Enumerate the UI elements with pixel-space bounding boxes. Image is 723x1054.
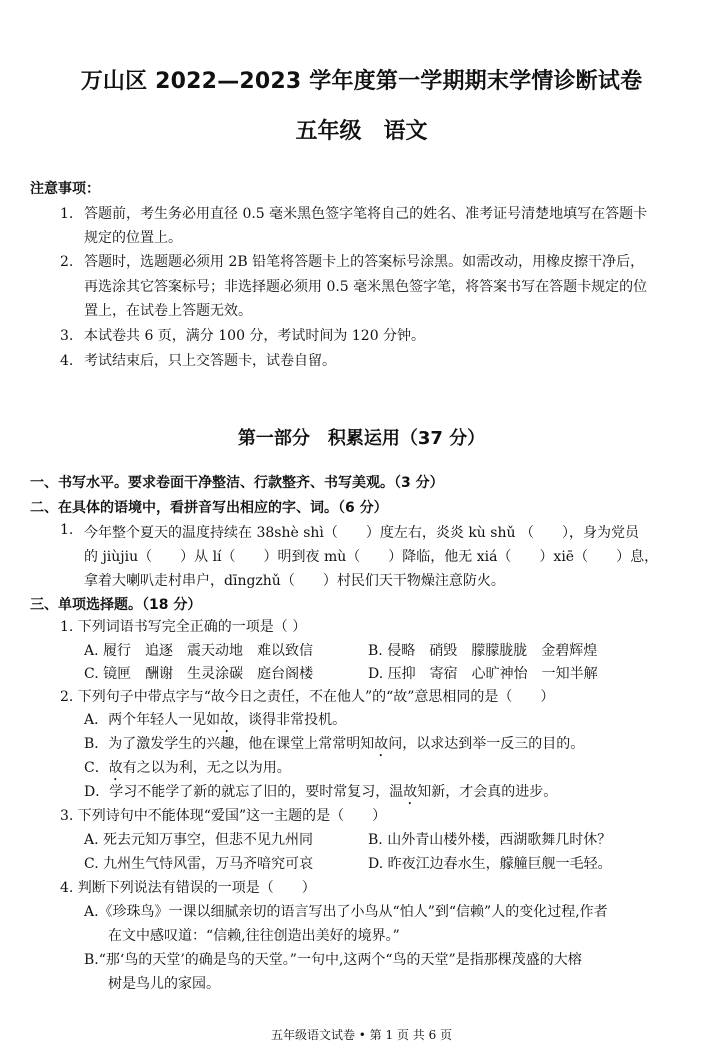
section-two-q1-num: 1.	[60, 522, 74, 538]
s3-q4-stem: 4. 判断下列说法有错误的一项是（ ）	[60, 880, 316, 896]
section-two-q1-line-2: 的 jiùjiu（ ）从 lí（ ）明到夜 mù（ ）降临，他无 xiá（ ）xiē（ ）息，	[84, 549, 659, 565]
s3-q1-option-c: C. 镜匣 酬谢 生灵涂碳 庭台阁楼	[84, 666, 314, 682]
notice-item-3-line-1: 本试卷共 6 页，满分 100 分，考试时间为 120 分钟。	[84, 328, 426, 344]
s3-q2-option-a: A．两个年轻人一见如故，谈得非常投机。	[84, 712, 347, 728]
s3-q3-stem: 3. 下列诗句中不能体现“爱国”这一主题的是（ ）	[60, 808, 387, 824]
dotted-char: 故	[374, 736, 389, 752]
section-one-heading: 一、书写水平。要求卷面干净整洁、行款整齐、书写美观。（3 分）	[30, 475, 444, 491]
dotted-char: 故	[108, 760, 123, 776]
exam-title: 万山区 2022—2023 学年度第一学期期末学情诊断试卷	[80, 69, 643, 94]
s3-q2-option-c: C．故有之以为利，无之以为用。	[84, 760, 291, 776]
section-two-q1-line-1: 今年整个夏天的温度持续在 38shè shì（ ）度左右，炎炎 kù shǔ （ ），身为党员	[84, 525, 639, 541]
s3-q2-option-b: B．为了激发学生的兴趣，他在课堂上常常明知故问，以求达到举一反三的目的。	[84, 736, 585, 752]
s3-q1-option-d: D. 压抑 寄宿 心旷神怡 一知半解	[368, 666, 598, 682]
notice-item-2-num: 2.	[60, 254, 74, 270]
s3-q4-option-a-line-2: 在文中感叹道：“信赖,往往创造出美好的境界。”	[108, 928, 400, 944]
dotted-char: 故	[220, 712, 235, 728]
section-two-q1-line-3: 拿着大喇叭走村串户，dīngzhǔ（ ）村民们天干物燥注意防火。	[84, 573, 505, 589]
s3-q4-option-a-line-1: A.《珍珠鸟》一课以细腻亲切的语言写出了小鸟从“怕人”到“信赖”人的变化过程,作者	[84, 904, 608, 920]
notice-heading: 注意事项：	[30, 181, 100, 197]
part-one-title: 第一部分 积累运用（37 分）	[237, 428, 486, 449]
notice-item-4-num: 4.	[60, 353, 74, 369]
exam-subtitle: 五年级 语文	[295, 119, 428, 144]
s3-q4-option-b-line-2: 树是鸟儿的家园。	[108, 976, 220, 992]
section-two-heading: 二、在具体的语境中，看拼音写出相应的字、词。（6 分）	[30, 500, 388, 516]
notice-item-1-num: 1.	[60, 206, 74, 222]
s3-q3-option-b: B. 山外青山楼外楼，西湖歌舞几时休？	[368, 832, 612, 848]
section-three-heading: 三、单项选择题。（18 分）	[30, 597, 202, 613]
notice-item-2-line-1: 答题时，选题题必须用 2B 铅笔将答题卡上的答案标号涂黑。如需改动，用橡皮擦干净后，	[84, 254, 645, 270]
s3-q1-option-b: B. 侵略 硝毁 朦朦胧胧 金碧辉煌	[368, 643, 598, 659]
s3-q3-option-a: A. 死去元知万事空，但悲不见九州同	[84, 832, 314, 848]
s3-q3-option-d: D. 昨夜江边春水生，艨艟巨舰一毛轻。	[368, 856, 612, 872]
s3-q4-option-b-line-1: B.“那‘鸟的天堂’的确是鸟的天堂。”一句中,这两个“鸟的天堂”是指那棵茂盛的大榕	[84, 952, 582, 968]
notice-item-1-line-1: 答题前，考生务必用直径 0.5 毫米黑色签字笔将自己的姓名、准考证号清楚地填写在答题卡	[84, 206, 648, 222]
dotted-char: 故	[403, 784, 418, 800]
notice-item-2-line-2: 再选涂其它答案标号；非选择题必须用 0.5 毫米黑色签字笔，将答案书写在答题卡规定的位	[84, 279, 648, 295]
s3-q2-stem: 2. 下列句子中带点字与“故今日之责任，不在他人”的“故”意思相同的是（ ）	[60, 689, 555, 705]
s3-q3-option-c: C. 九州生气恃风雷，万马齐喑究可哀	[84, 856, 314, 872]
page-footer: 五年级语文试卷 • 第 1 页 共 6 页	[270, 1028, 453, 1042]
notice-item-1-line-2: 规定的位置上。	[84, 230, 182, 246]
s3-q1-option-a: A. 履行 追逐 震天动地 难以致信	[84, 643, 314, 659]
notice-item-4-line-1: 考试结束后，只上交答题卡，试卷自留。	[84, 353, 336, 369]
notice-item-2-line-3: 置上，在试卷上答题无效。	[84, 303, 252, 319]
notice-item-3-num: 3.	[60, 328, 74, 344]
s3-q2-option-d: D．学习不能学了新的就忘了旧的，要时常复习，温故知新，才会真的进步。	[84, 784, 558, 800]
s3-q1-stem: 1. 下列词语书写完全正确的一项是（ ）	[60, 619, 307, 635]
